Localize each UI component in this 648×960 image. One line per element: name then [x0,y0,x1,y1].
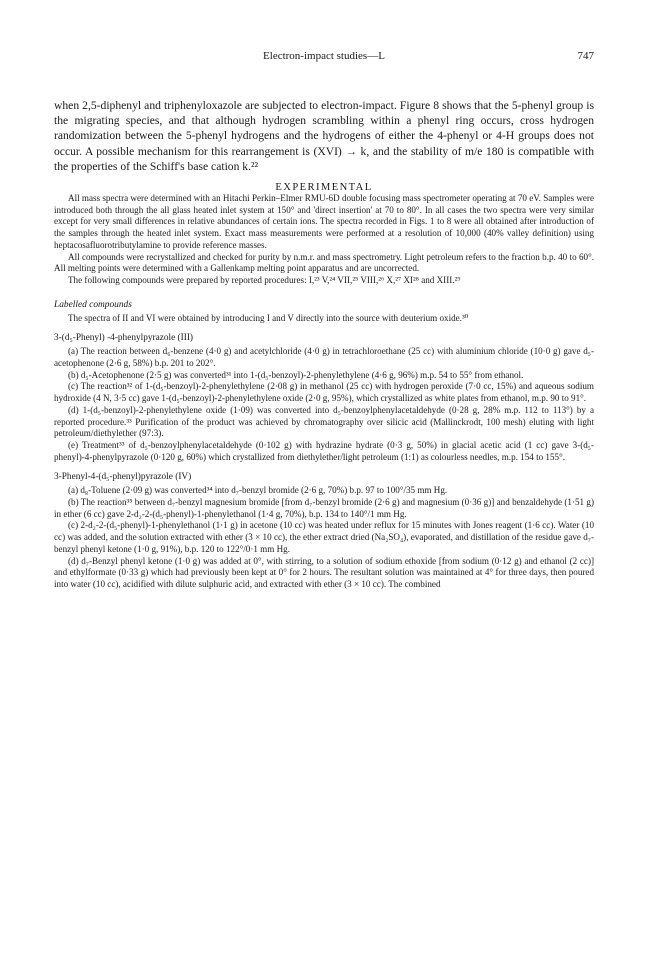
running-title: Electron-impact studies—L [263,50,385,62]
compound-iii-step-b: (b) d₅-Acetophenone (2·5 g) was converted³¹ into 1-(d₅-benzoyl)-2-phenylethylene (4·6 g, 96%) m.p. 54 to 55° from ethanol. [68,369,524,380]
experimental-paragraph-3: The following compounds were prepared by reported procedures: I,²³ V,²⁴ VII,²⁵ VIII,²⁶ X,²⁷ XI²⁸ and XIII.²⁹ [68,274,461,285]
page-number: 747 [577,50,594,62]
compound-iv-step-b: (b) The reaction³⁵ between d₇-benzyl magnesium bromide [from d₇-benzyl bromide (2·6 g) and magnesium (0·36 g)] and benzaldehyde (1·51 g) in ether (6 cc) gave 2-d₂-2-(d₅-phenyl)-1-phenylethanol (1·4 g, 70%), b.p. 134 to 140°/1 mm Hg. [54,497,594,519]
compound-iv-step-d: (d) d₇-Benzyl phenyl ketone (1·0 g) was added at 0°, with stirring, to a solution of sodium ethoxide [from sodium (0·12 g) and ethanol (2 cc)] and ethylformate (0·33 g) which had previously been kept at 0° for 2 hours. The resultant solution was maintained at 4° for three days, then poured into water (10 cc), acidified with dilute sulphuric acid, and extracted with ether (3 × 10 cc). The combined [54,555,594,589]
experimental-paragraph-2: All compounds were recrystallized and checked for purity by n.m.r. and mass spectrometry. Light petroleum refers to the fraction b.p. 40 to 60°. All melting points were determined with a Gallenkamp melting point apparatus and are uncorrected. [54,251,594,274]
compound-iv-step-c: (c) 2-d₂-2-(d₅-phenyl)-1-phenylethanol (1·1 g) in acetone (10 cc) was heated under reflux for 15 minutes with Jones reagent (1·6 cc). Water (10 cc) was added, and the solution extracted with ether (3 × 10 cc), the ether extract dried (Na₂SO₄), evaporated, and distillation of the residue gave d₇-benzyl phenyl ketone (1·0 g, 91%), b.p. 120 to 122°/0·1 mm Hg. [54,520,594,554]
experimental-paragraph-1: All mass spectra were determined with an Hitachi Perkin–Elmer RMU-6D double focusing mass spectrometer operating at 70 eV. Samples were introduced both through the all glass heated inlet system at 150° and 'direct insertion' at 70 to 80°. In all cases the two spectra were very similar except for very small differences in relative abundances of certain ions. The spectra recorded in Figs. 1 to 8 were all obtained after introduction of the samples through the heated inlet system. Exact mass measurements were performed at a resolution of 10,000 (40% valley definition) using heptacosafluorotributylamine to provide reference masses. [54,193,594,250]
intro-paragraph-block [54,98,594,174]
compound-iii-heading: 3-(d₅-Phenyl) -4-phenylpyrazole (III) [54,333,194,344]
running-head [54,50,594,68]
journal-page [54,50,594,591]
labelled-compounds-intro: The spectra of II and VI were obtained by introducing I and V directly into the source with deuterium oxide.³⁰ [68,312,469,323]
compound-iii-step-d: (d) 1-(d₅-benzoyl)-2-phenylethylene oxide (1·09) was converted into d₅-benzoylphenylacetaldehyde (0·28 g, 28% m.p. 112 to 113°) by a reported procedure.³³ Purification of the product was achieved by chromatography over silicic acid (Mallinckrodt, 100 mesh) eluting with light petroleum/diethylether (97:3). [54,404,594,439]
labelled-compounds-heading: Labelled compounds [54,299,132,310]
compound-iii-step-e: (e) Treatment³³ of d₅-benzoylphenylacetaldehyde (0·102 g) with hydrazine hydrate (0·3 g, 50%) in glacial acetic acid (1 cc) gave 3-(d₅-phenyl)-4-phenylpyrazole (0·120 g, 60%) which crystallized from diethylether/light petroleum (1:1) as colourless needles, m.p. 154 to 155°. [54,439,594,462]
section-title-experimental: EXPERIMENTAL [275,182,373,194]
compound-iv-step-a: (a) d₈-Toluene (2·09 g) was converted³⁴ into d₇-benzyl bromide (2·6 g, 70%) b.p. 97 to 100°/35 mm Hg. [68,485,448,496]
compound-iii-step-a: (a) The reaction between d₆-benzene (4·0 g) and acetylchloride (4·0 g) in tetrachloroethane (25 cc) with aluminium chloride (10·0 g) gave d₅-acetophenone (2·6 g, 58%) b.p. 201 to 202°. [54,346,594,369]
intro-paragraph: when 2,5-diphenyl and triphenyloxazole are subjected to electron-impact. Figure 8 shows that the 5-phenyl group is the migrating species, and that although hydrogen scrambling within a phenyl ring occurs, cross hydrogen randomization between the 5-phenyl hydrogens and the hydrogens of either the 4-phenyl or 4-H groups does not occur. A possible mechanism for this rearrangement is (XVI) → k, and the stability of m/e 180 is compatible with the properties of the Schiff's base cation k.²² [54,99,594,173]
compound-iv-heading: 3-Phenyl-4-(d₅-phenyl)pyrazole (IV) [54,472,192,483]
compound-iii-step-c: (c) The reaction³² of 1-(d₅-benzoyl)-2-phenylethylene (2·08 g) in methanol (25 cc) with hydrogen peroxide (7·0 cc, 15%) and aqueous sodium hydroxide (4 N, 3·5 cc) gave 1-(d₅-benzoyl)-2-phenylethylene oxide (2·0 g, 95%), which crystallized as white plates from ethanol, m.p. 90 to 91°. [54,381,594,404]
